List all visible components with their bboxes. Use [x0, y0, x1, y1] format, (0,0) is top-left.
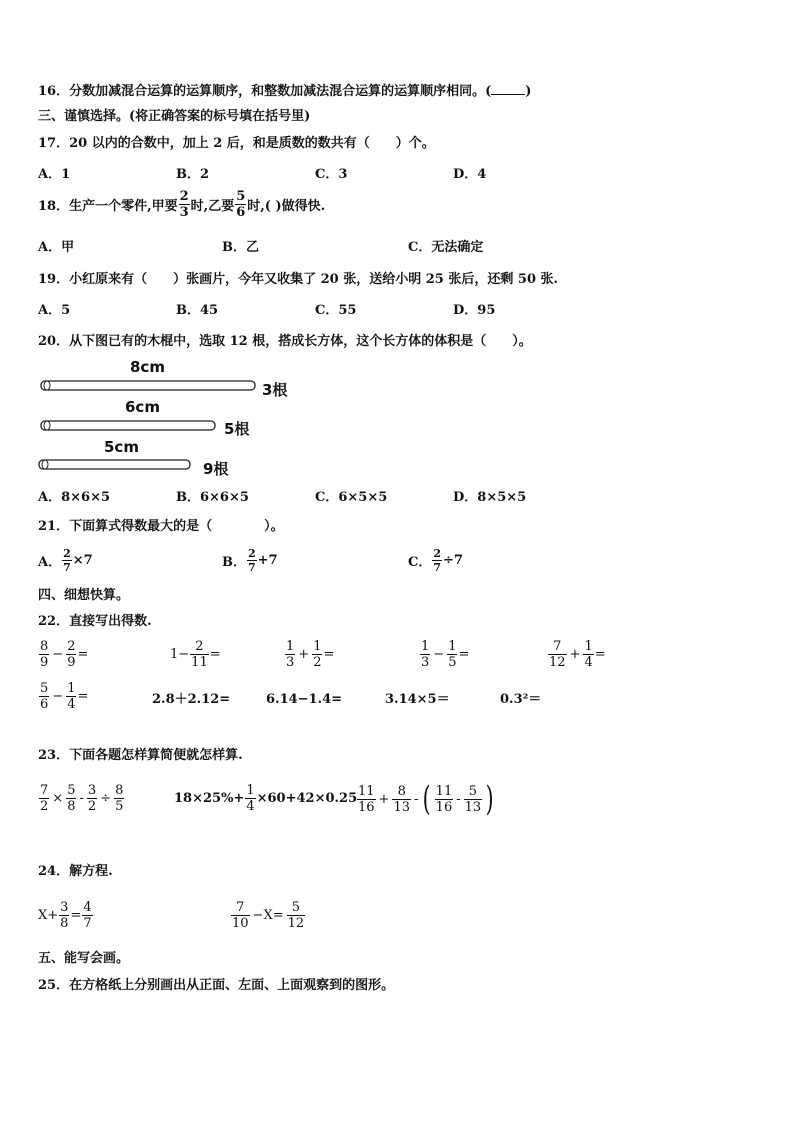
- q19-option-c[interactable]: C．55: [315, 303, 357, 318]
- q22-expr-8: 6.14−1.4=: [266, 692, 343, 707]
- right-paren-icon: ): [485, 779, 494, 819]
- q23-expr-2: 18×25%+ $\frac{1}{4}$ ×60+42×0.25: [174, 783, 358, 814]
- stick-6cm: [40, 419, 220, 433]
- fraction: $\frac{2}{7}$: [433, 547, 442, 574]
- q16-close: ): [525, 84, 532, 99]
- q22-expr-2: 1− $\frac{2}{11}$ =: [170, 639, 221, 670]
- question-20: 20．从下图已有的木棍中，选取 12 根，搭成长方体，这个长方体的体积是（ ）。: [38, 334, 532, 349]
- stick-8cm: [40, 379, 260, 393]
- q16-text: 16．分数加减混合运算的运算顺序，和整数加减法混合运算的运算顺序相同。(: [38, 84, 492, 99]
- q17-option-c[interactable]: C．3: [315, 167, 348, 182]
- stick-length-label: 5cm: [104, 438, 139, 456]
- q18-option-a[interactable]: A．甲: [38, 240, 75, 255]
- q24-equation-2: $\frac{7}{10}$ −X= $\frac{5}{12}$: [232, 900, 305, 931]
- question-24: 24．解方程.: [38, 864, 113, 879]
- q18-option-c[interactable]: C．无法确定: [408, 240, 484, 255]
- q21-option-b[interactable]: B． $\frac{2}{7}$ +7: [222, 547, 278, 574]
- q22-expr-4: $\frac{1}{3}$ − $\frac{1}{5}$ =: [421, 639, 470, 670]
- q20-option-d[interactable]: D．8×5×5: [453, 490, 527, 505]
- q23-expr-1: $\frac{7}{2}$ × $\frac{5}{8}$ - $\frac{3}{2}$ ÷ $\frac{8}{5}$: [40, 783, 124, 814]
- q22-expr-10: 0.3²＝: [500, 692, 542, 707]
- stick-length-label: 8cm: [130, 358, 165, 376]
- question-25: 25．在方格纸上分别画出从正面、左面、上面观察到的图形。: [38, 978, 395, 993]
- q19-option-a[interactable]: A．5: [38, 303, 71, 318]
- q18-prefix: 18．生产一个零件,甲要: [38, 199, 178, 214]
- q20-option-b[interactable]: B．6×6×5: [176, 490, 249, 505]
- fraction: $\frac{2}{3}$: [179, 189, 189, 220]
- q17-option-a[interactable]: A．1: [38, 167, 71, 182]
- stick-count-label: 9根: [203, 460, 229, 478]
- q19-option-b[interactable]: B．45: [176, 303, 219, 318]
- stick-5cm: [38, 458, 194, 472]
- q22-expr-5: $\frac{7}{12}$ + $\frac{1}{4}$ =: [549, 639, 606, 670]
- section-4-heading: 四、细想快算。: [38, 588, 130, 603]
- q20-option-c[interactable]: C．6×5×5: [315, 490, 388, 505]
- q18-mid: 时,乙要: [190, 199, 235, 214]
- question-23: 23．下面各题怎样算简便就怎样算.: [38, 748, 243, 763]
- q20-option-a[interactable]: A．8×6×5: [38, 490, 111, 505]
- section-3-heading: 三、谨慎选择。(将正确答案的标号填在括号里): [38, 109, 311, 124]
- stick-count-label: 3根: [262, 381, 288, 399]
- q22-expr-3: $\frac{1}{3}$ + $\frac{1}{2}$ =: [286, 639, 335, 670]
- q21-option-a[interactable]: A． $\frac{2}{7}$ ×7: [38, 547, 93, 574]
- fraction: $\frac{5}{6}$: [236, 189, 246, 220]
- question-22: 22．直接写出得数.: [38, 614, 152, 629]
- q22-expr-6: $\frac{5}{6}$ − $\frac{1}{4}$ =: [40, 681, 89, 712]
- question-21: 21．下面算式得数最大的是（ ）。: [38, 519, 284, 534]
- q19-option-d[interactable]: D．95: [453, 303, 496, 318]
- left-paren-icon: (: [423, 779, 432, 819]
- q22-expr-7: 2.8＋2.12=: [152, 692, 231, 707]
- q22-expr-1: $\frac{8}{9}$ − $\frac{2}{9}$ =: [40, 639, 89, 670]
- stick-length-label: 6cm: [125, 398, 160, 416]
- question-19: 19．小红原来有（ ）张画片，今年又收集了 20 张，送给小明 25 张后，还剩 50 张.: [38, 272, 559, 287]
- q22-expr-9: 3.14×5＝: [385, 692, 450, 707]
- stick-count-label: 5根: [224, 420, 250, 438]
- q21-option-c[interactable]: C． $\frac{2}{7}$ ÷7: [408, 547, 463, 574]
- fraction: $\frac{2}{7}$: [63, 547, 71, 574]
- q23-expr-3: $\frac{11}{16}$ + $\frac{8}{13}$ - ( $\frac{11}{16}$ - $\frac{5}{13}$ ): [358, 779, 494, 819]
- question-17: 17．20 以内的合数中，加上 2 后，和是质数的数共有（ ）个。: [38, 136, 435, 151]
- answer-blank[interactable]: [491, 82, 525, 95]
- q17-option-d[interactable]: D．4: [453, 167, 487, 182]
- question-18: [38, 190, 325, 219]
- q18-option-b[interactable]: B．乙: [222, 240, 259, 255]
- section-5-heading: 五、能写会画。: [38, 951, 130, 966]
- q18-suffix: 时,( )做得快.: [247, 199, 326, 214]
- question-16: [38, 82, 531, 101]
- fraction: $\frac{2}{7}$: [248, 547, 256, 574]
- q24-equation-1: X+ $\frac{3}{8}$ = $\frac{4}{7}$: [38, 900, 92, 931]
- q17-option-b[interactable]: B．2: [176, 167, 210, 182]
